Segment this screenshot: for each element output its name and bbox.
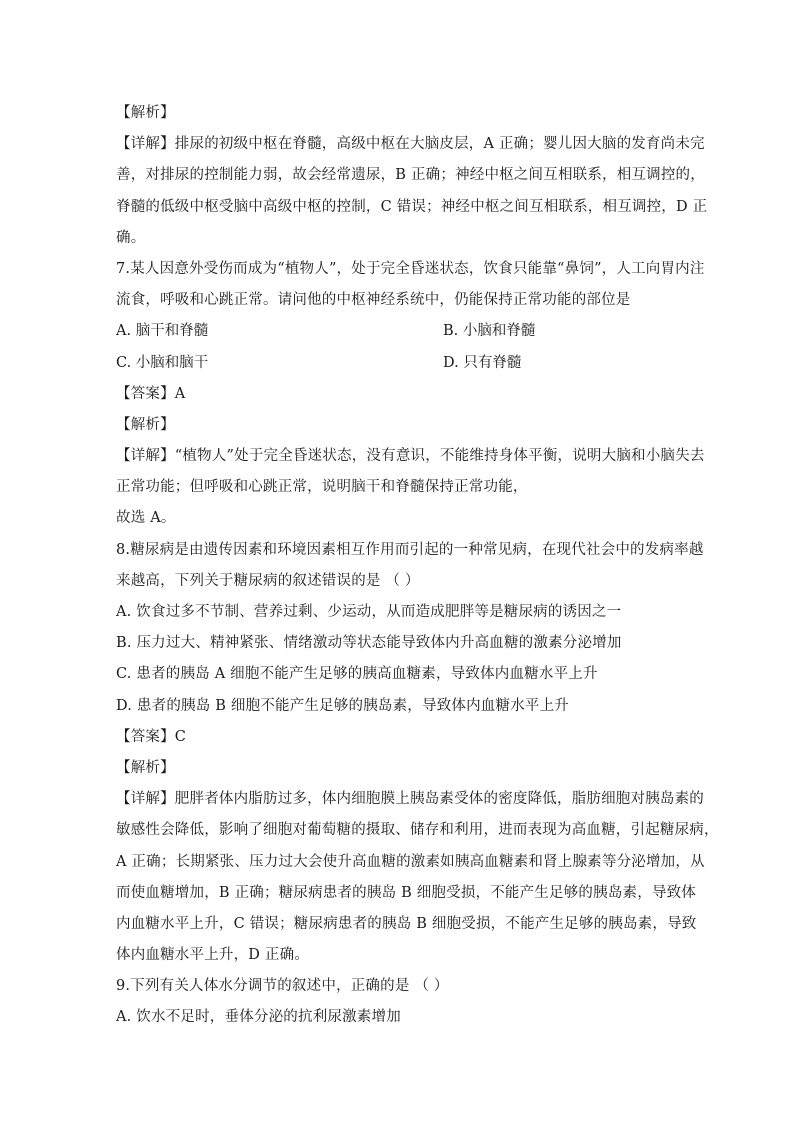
detail-line: 【详解】“植物人”处于完全昏迷状态，没有意识，不能维持身体平衡，说明大脑和小脑失去 bbox=[116, 448, 705, 465]
section-label-analysis: 【解析】 bbox=[116, 105, 175, 121]
detail-line: 善，对排尿的控制能力弱，故会经常遗尿，B 正确；神经中枢之间互相联系，相互调控的， bbox=[116, 167, 705, 184]
section-label-analysis: 【解析】 bbox=[116, 416, 175, 433]
answer-label: 【答案】C bbox=[116, 728, 187, 745]
question-9-stem: 9.下列有关人体水分调节的叙述中，正确的是 （ ） bbox=[116, 978, 449, 995]
option-c: C. 患者的胰岛 A 细胞不能产生足够的胰高血糖素，导致体内血糖水平上升 bbox=[116, 666, 598, 683]
option-b: B. 小脑和脊髓 bbox=[443, 323, 536, 340]
document-page bbox=[116, 98, 719, 1034]
question-8-stem: 来越高，下列关于糖尿病的叙述错误的是 （ ） bbox=[116, 572, 420, 589]
detail-line: A 正确；长期紧张、压力过大会使升高血糖的激素如胰高血糖素和肾上腺素等分泌增加，从 bbox=[116, 853, 705, 870]
question-7-options-row-2 bbox=[116, 348, 682, 379]
option-a: A. 饮水不足时，垂体分泌的抗利尿激素增加 bbox=[116, 1009, 401, 1026]
section-label-analysis: 【解析】 bbox=[116, 759, 175, 776]
question-7-stem: 流食，呼吸和心跳正常。请问他的中枢神经系统中，仍能保持正常功能的部位是 bbox=[116, 292, 631, 309]
option-c: C. 小脑和脑干 bbox=[116, 354, 209, 371]
answer-label: 【答案】A bbox=[116, 385, 186, 402]
detail-line: 而使血糖增加，B 正确；糖尿病患者的胰岛 B 细胞受损，不能产生足够的胰岛素，导致体 bbox=[116, 884, 697, 901]
detail-line: 故选 A。 bbox=[116, 510, 176, 527]
option-a: A. 饮食过多不节制、营养过剩、少运动，从而造成肥胖等是糖尿病的诱因之一 bbox=[116, 604, 622, 620]
detail-line: 体内血糖水平上升，D 正确。 bbox=[116, 947, 310, 964]
detail-line: 脊髓的低级中枢受脑中高级中枢的控制，C 错误；神经中枢之间互相联系，相互调控，D 正 bbox=[116, 198, 708, 215]
option-d: D. 只有脊髓 bbox=[443, 354, 522, 371]
option-b: B. 压力过大、精神紧张、情绪激动等状态能导致体内升高血糖的激素分泌增加 bbox=[116, 635, 622, 652]
question-7-options-row-1 bbox=[116, 316, 682, 347]
detail-line: 内血糖水平上升，C 错误；糖尿病患者的胰岛 B 细胞受损，不能产生足够的胰岛素，导致 bbox=[116, 915, 697, 932]
detail-line: 敏感性会降低，影响了细胞对葡萄糖的摄取、储存和利用，进而表现为高血糖，引起糖尿病， bbox=[116, 822, 719, 839]
option-a: A. 脑干和脊髓 bbox=[116, 323, 209, 340]
option-d: D. 患者的胰岛 B 细胞不能产生足够的胰岛素，导致体内血糖水平上升 bbox=[116, 697, 569, 714]
question-8-stem: 8.糖尿病是由遗传因素和环境因素相互作用而引起的一种常见病，在现代社会中的发病率越 bbox=[116, 541, 704, 558]
detail-line: 确。 bbox=[116, 229, 146, 246]
detail-line: 【详解】肥胖者体内脂肪过多，体内细胞膜上胰岛素受体的密度降低，脂肪细胞对胰岛素的 bbox=[116, 791, 704, 808]
question-7-stem: 7.某人因意外受伤而成为“植物人”，处于完全昏迷状态，饮食只能靠“鼻饲”，人工向胃内注 bbox=[116, 260, 705, 277]
detail-line: 正常功能；但呼吸和心跳正常，说明脑干和脊髓保持正常功能， bbox=[116, 479, 528, 496]
detail-line: 【详解】排尿的初级中枢在脊髓，高级中枢在大脑皮层，A 正确；婴儿因大脑的发育尚未完 bbox=[116, 136, 705, 153]
